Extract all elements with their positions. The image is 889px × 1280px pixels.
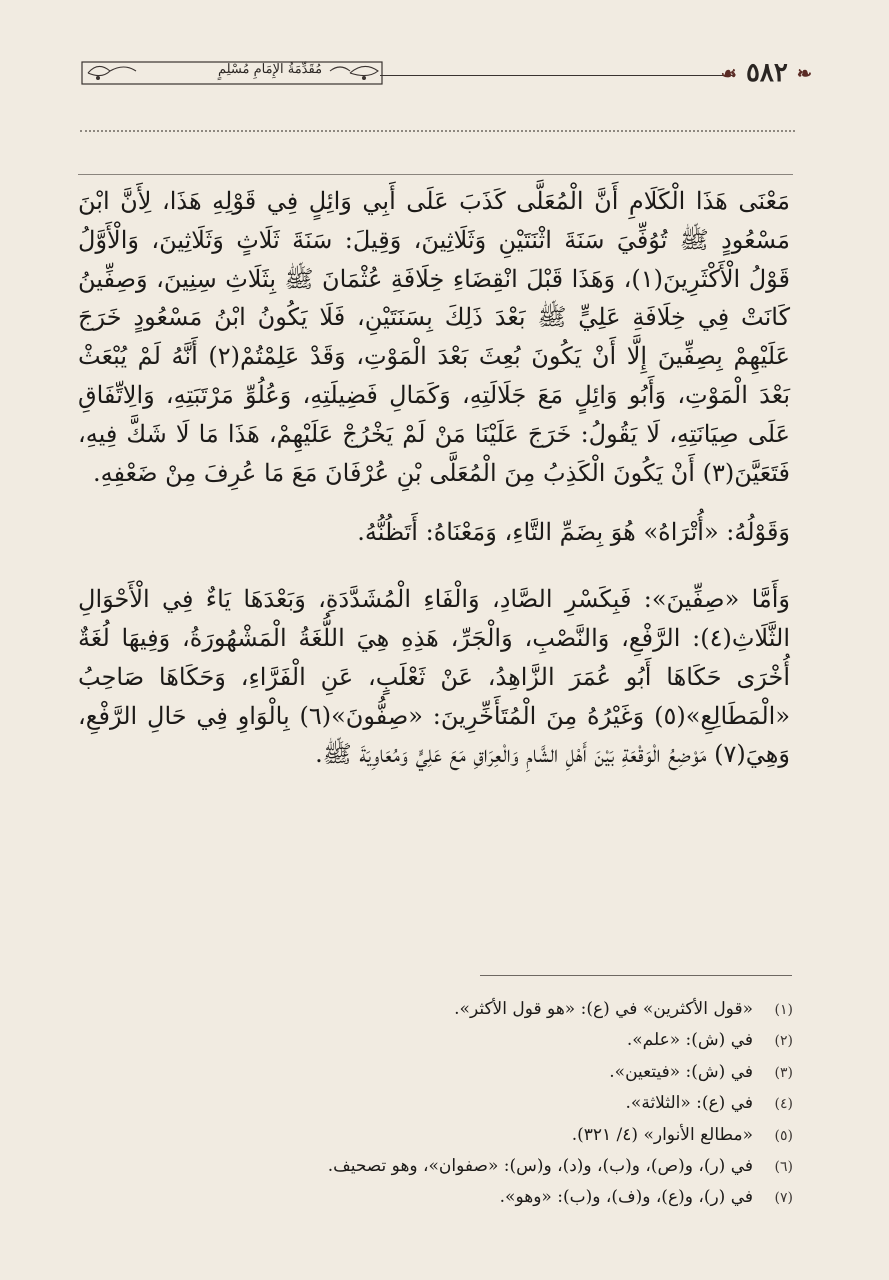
footnote	[78, 1057, 793, 1088]
page-number	[721, 58, 812, 88]
paragraph: وَأَمَّا «صِفِّينَ»: فَبِكَسْرِ الصَّادِ، وَالْفَاءِ الْمُشَدَّدَةِ، وَبَعْدَهَا يَاءٌ فِي الْأَحْوَالِ الثَّلَاثِ(٤): الرَّفْعِ، وَالنَّصْبِ، وَالْجَرِّ، هَذِهِ هِيَ اللُّغَةُ الْمَشْهُورَةُ، وَفِيهَا لُغَةٌ أُخْرَى حَكَاهَا أَبُو عُمَرَ الزَّاهِدُ، عَنْ ثَعْلَبٍ، عَنِ الْفَرَّاءِ، وَحَكَاهَا صَاحِبُ «الْمَطَالِعِ»(٥) وَغَيْرُهُ مِنَ الْمُتَأَخِّرِينَ: «صِفُّونَ»(٦) بِالْوَاوِ فِي حَالِ الرَّفْعِ، وَهِيَ(٧) مَوْضِعُ الْوَقْعَةِ بَيْنَ أَهْلِ الشَّامِ وَالْعِرَاقِ مَعَ عَلِيٍّ وَمُعَاوِيَةَ ﷺ.	[78, 585, 791, 769]
paragraph: وَقَوْلُهُ: «أُتْرَاهُ» هُوَ بِضَمِّ التَّاءِ، وَمَعْنَاهُ: أَتَظُنُّهُ.	[357, 518, 790, 547]
footnote-number: (٦)	[774, 1159, 793, 1176]
page-number-value: ٥٨٢	[745, 58, 788, 88]
page-header	[70, 52, 830, 96]
footnote-text: في (ر)، و(ص)، و(ب)، و(د)، و(س): «صفوان»، وهو تصحيف.	[327, 1156, 753, 1177]
header-rule	[380, 75, 735, 76]
footnote	[78, 1088, 793, 1119]
footnote-number: (٥)	[774, 1127, 793, 1144]
paragraph: مَعْنَى هَذَا الْكَلَامِ أَنَّ الْمُعَلَّى كَذَبَ عَلَى أَبِي وَائِلٍ فِي قَوْلِهِ هَذَا، لِأَنَّ ابْنَ مَسْعُودٍ ﷺ تُوُفِّيَ سَنَةَ اثْنَتَيْنِ وَثَلَاثِينَ، وَقِيلَ: سَنَةَ ثَلَاثٍ وَثَلَاثِينَ، وَالْأَوَّلُ قَوْلُ الْأَكْثَرِينَ(١)، وَهَذَا قَبْلَ انْقِضَاءِ خِلَافَةِ عُثْمَانَ ﷺ بِثَلَاثِ سِنِينَ، وَصِفِّينُ كَانَتْ فِي خِلَافَةِ عَلِيٍّ ﷺ بَعْدَ ذَلِكَ بِسَنَتَيْنِ، فَلَا يَكُونُ ابْنُ مَسْعُودٍ خَرَجَ عَلَيْهِمْ بِصِفِّينَ إِلَّا أَنْ يَكُونَ بُعِثَ بَعْدَ الْمَوْتِ، وَقَدْ عَلِمْتُمْ(٢) أَنَّهُ لَمْ يُبْعَثْ بَعْدَ الْمَوْتِ، وَأَبُو وَائِلٍ مَعَ جَلَالَتِهِ، وَكَمَالِ فَضِيلَتِهِ، وَعُلُوِّ مَرْتَبَتِهِ، وَالِاتِّفَاقِ عَلَى صِيَانَتِهِ، لَا يَقُولُ: خَرَجَ عَلَيْنَا مَنْ لَمْ يَخْرُجْ عَلَيْهِمْ، هَذَا مَا لَا شَكَّ فِيهِ، فَتَعَيَّنَ(٣) أَنْ يَكُونَ الْكَذِبُ مِنَ الْمُعَلَّى بْنِ عُرْفَانَ مَعَ مَا عُرِفَ مِنْ ضَعْفِهِ.	[78, 187, 791, 487]
footnote-text: «قول الأكثرين» في (ع): «هو قول الأكثر».	[454, 999, 753, 1019]
top-rule	[78, 174, 793, 175]
footnote-number: (٢)	[774, 1033, 793, 1050]
footnote-text: في (ر)، و(ع)، و(ف)، و(ب): «وهو».	[499, 1187, 753, 1208]
main-text	[78, 182, 790, 774]
footnote-number: (٤)	[774, 1096, 793, 1113]
footnote	[78, 1025, 793, 1056]
footnote	[78, 1120, 793, 1151]
footnote-rule	[480, 975, 792, 976]
footnote-text: في (ش): «علم».	[626, 1030, 753, 1051]
footnote-number: (٣)	[774, 1064, 793, 1081]
running-title: مُقَدِّمَةُ الإِمَامِ مُسْلِمٍ	[217, 62, 323, 77]
page-number-ornament-icon: ☙	[720, 63, 737, 85]
footnote-number: (٧)	[774, 1190, 793, 1207]
footnote-text: في (ش): «فيتعين».	[609, 1061, 753, 1082]
footnote-text: في (ع): «الثلاثة».	[625, 1093, 753, 1114]
dotted-separator	[80, 130, 795, 132]
footnote	[78, 1182, 793, 1213]
footnote	[78, 994, 793, 1025]
footnotes	[78, 994, 793, 1214]
footnote-text: «مطالع الأنوار» (٤/ ٣٢١).	[571, 1124, 753, 1145]
footnote	[78, 1151, 793, 1182]
footnote-number: (١)	[774, 1002, 793, 1018]
page-number-ornament-icon: ❧	[796, 63, 812, 85]
